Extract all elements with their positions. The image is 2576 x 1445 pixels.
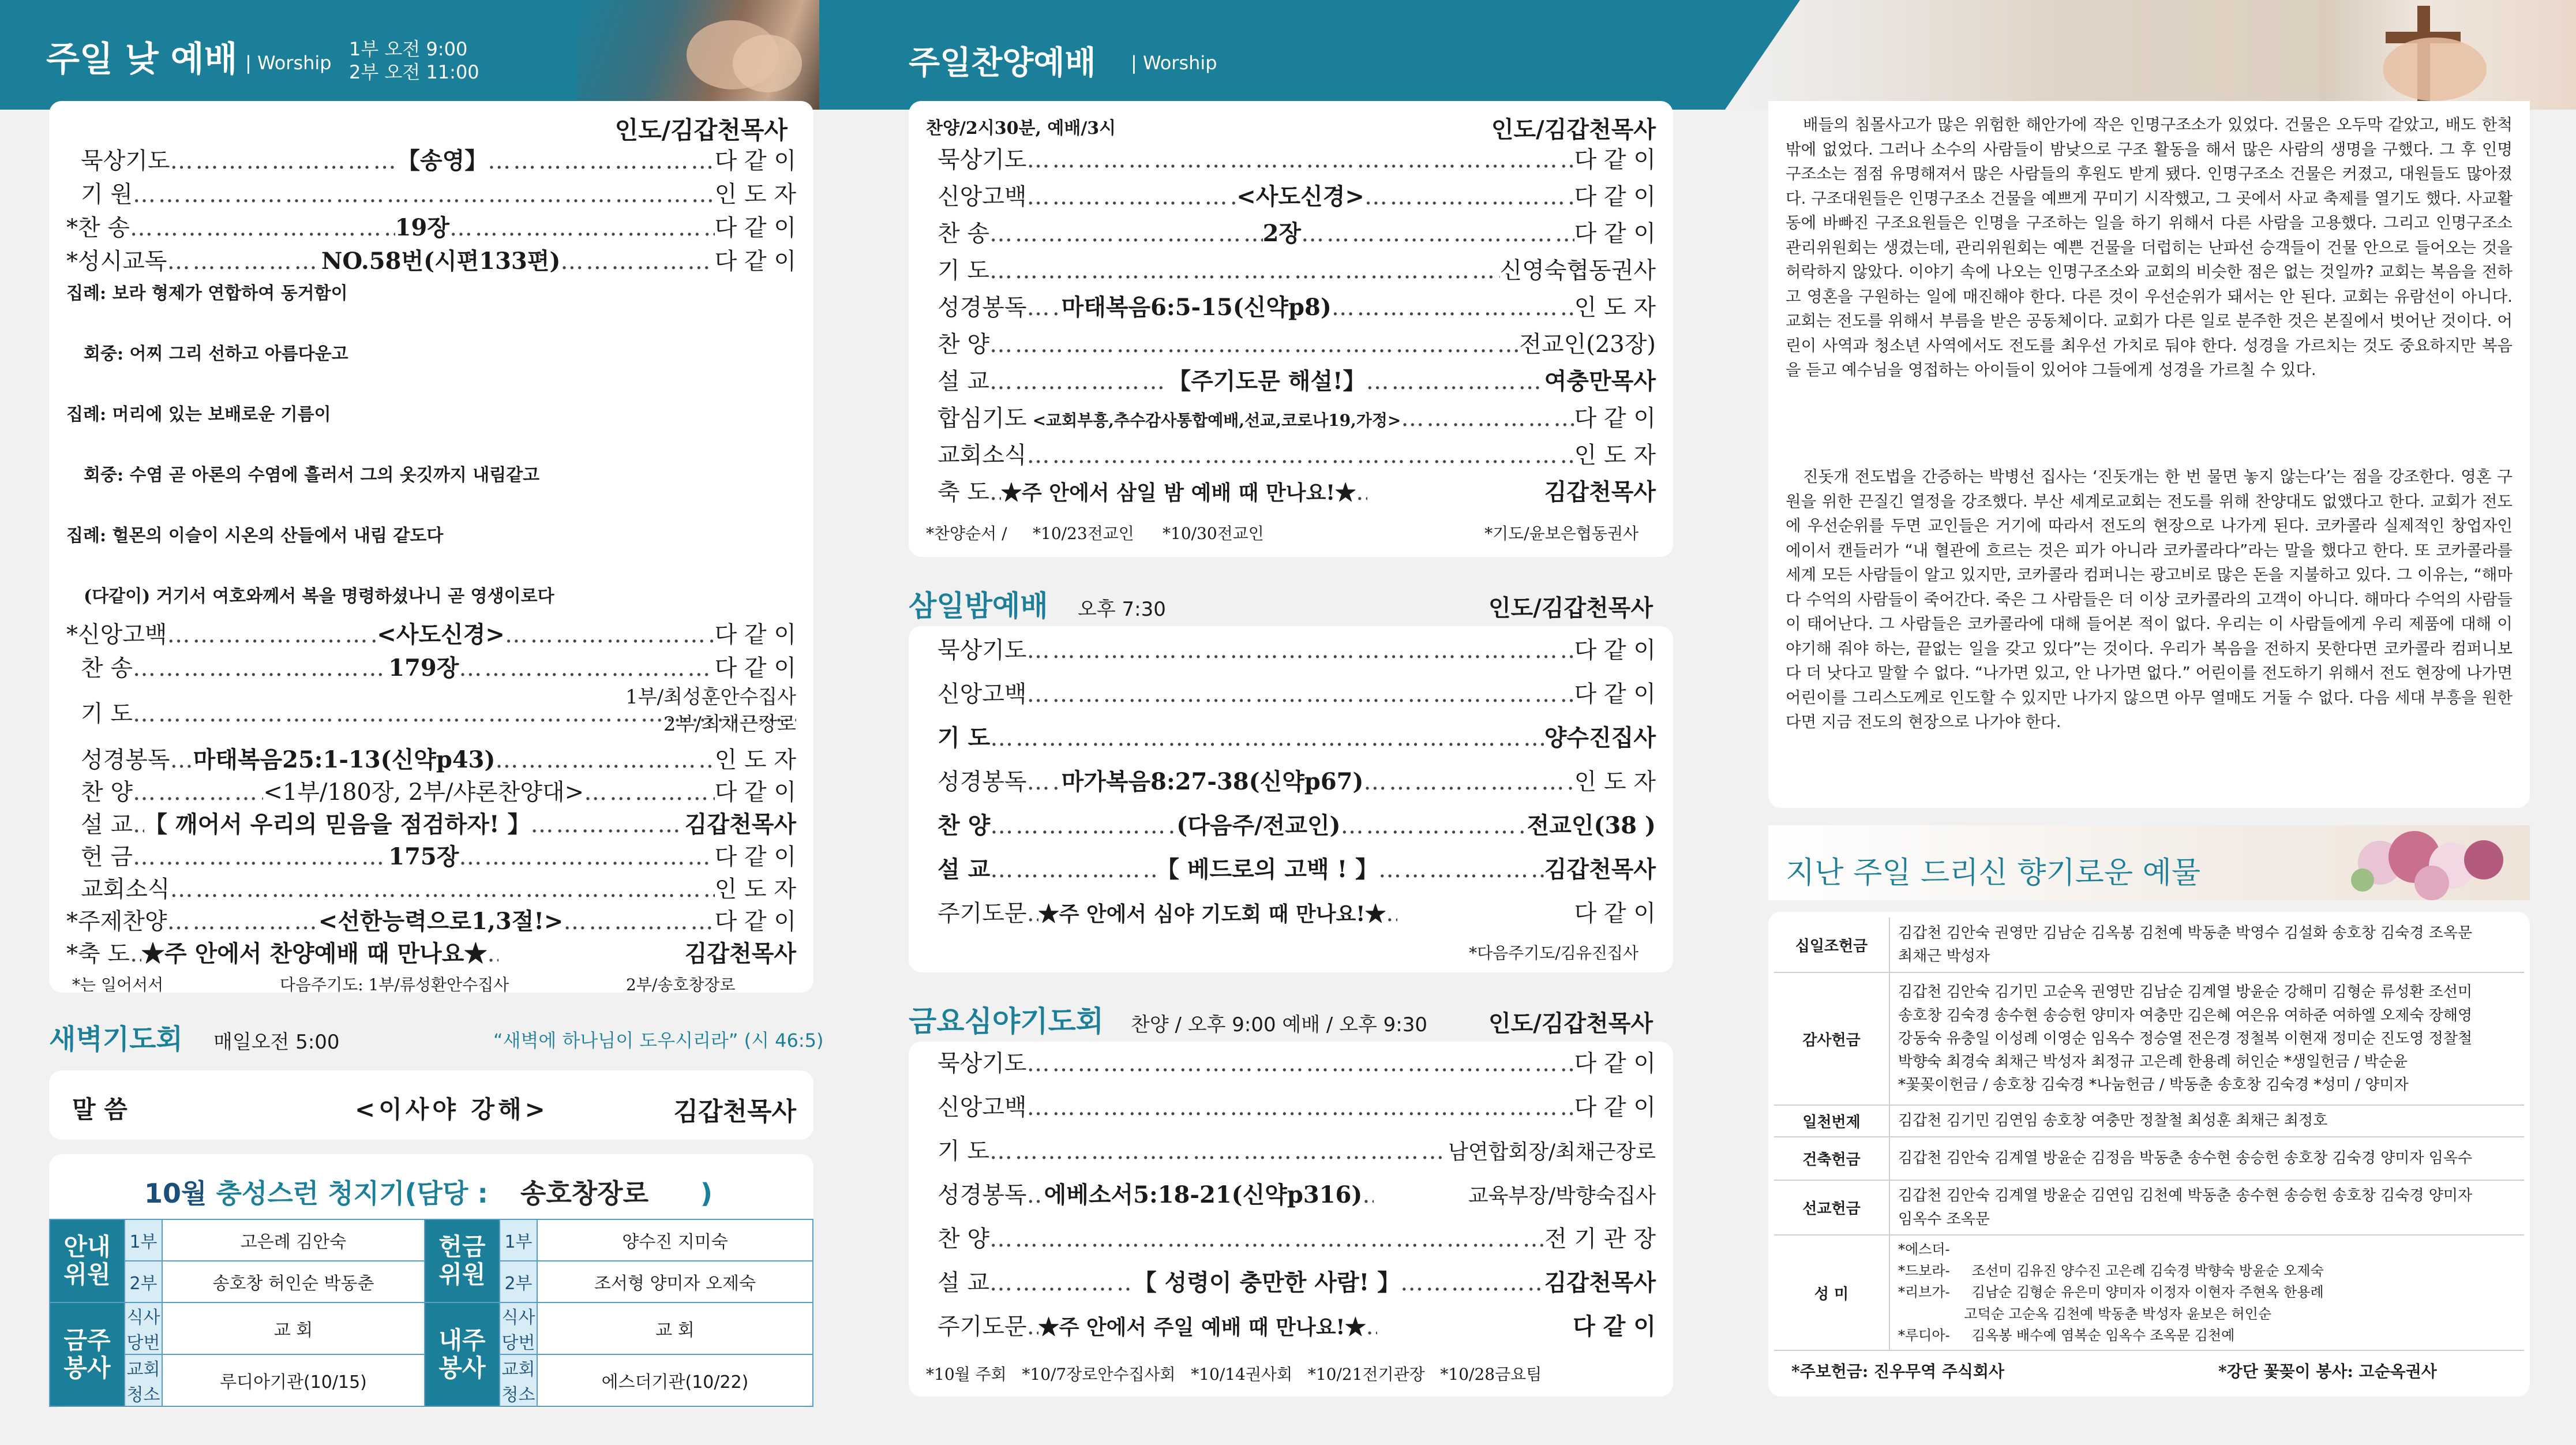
dawn-time: 매일오전 5:00 <box>213 1031 340 1054</box>
sunday-prayer-person-1: 1부/최성훈안수집사 <box>625 686 796 709</box>
offering-names: 김갑천 김안숙 김기민 고순옥 권영만 김남순 김계열 방윤순 강해미 김형순 류성환 조선미 <box>1898 983 2473 1001</box>
praise-item-praise: 찬 양 ………………………………………………………………………………………………………………………………………………………………………………………………………………………………………… 전교인(23장) <box>909 326 1673 363</box>
volunteer-title: 10월 충성스런 청지기(담당 : 송호창장로 ) <box>144 1178 713 1209</box>
sunday-item-hymn: *찬 송 ………………………………………………………………………………………………………………………………………………………………………………………………………………………………………… 19장 ………………………………………………………………………………………………………………………………………………………………………………………………………………………………………… 다 같 이 <box>49 209 813 245</box>
sunday-leader: 인도/김갑천목사 <box>614 116 788 144</box>
volunteer-cell: 교회청소 <box>500 1354 537 1406</box>
friday-item-creed: 신앙고백 ………………………………………………………………………………………………………………………………………………………………………………………………………………………………………… 다 같 이 <box>909 1089 1673 1132</box>
sunday-item-invocation: 기 원 ………………………………………………………………………………………………………………………………………………………………………………………………………………………………………… 인 도 자 <box>49 176 813 212</box>
sunday-item-creed: *신앙고백 ………………………………………………………………………………………………………………………………………………………………………………………………………………………………………… <사도신경> ………………………………………………………………………………………………………………………………………………………………………………………………………………………………………… 다 같 이 <box>49 616 813 650</box>
praying-hands-photo-icon <box>577 0 819 110</box>
offering-category: 성 미 <box>1774 1235 1889 1350</box>
offering-footer-flower: *강단 꽃꽂이 봉사: 고순옥권사 <box>2218 1362 2437 1381</box>
sunday-footer-next-prayer-2: 2부/송호창장로 <box>626 975 736 994</box>
volunteer-cell: 1부 <box>125 1219 162 1261</box>
volunteer-cell: 교 회 <box>162 1302 425 1354</box>
sunday-title: 주일 낮 예배 <box>46 39 238 80</box>
responsive-reading-1: 집례: 보라 형제가 연합하여 동거함이 <box>66 283 348 304</box>
praise-footer-1030: *10/30전교인 <box>1163 524 1264 543</box>
volunteer-cell: 에스더기관(10/22) <box>537 1354 813 1406</box>
offering-names: 최채근 박성자 <box>1898 948 1990 965</box>
wednesday-item-lords-prayer: 주기도문 ………………………………………………………………………………………………………………………………………………………………………………………………………………………………………… ★주 안에서 심야 기도회 때 만나요!★ ………………………………………………………………………………………………………………………………………………………………………………………………………………………………………… 다 같 이 <box>909 895 1673 938</box>
praise-item-group-prayer: 합심기도 <교회부흥,추수감사통합예배,선교,코로나19,가정> ………………………………………………………………………………………………………………………………………………………………………………………………………………………………………… 다 같 이 <box>909 400 1673 437</box>
friday-item-prayer: 묵상기도 ………………………………………………………………………………………………………………………………………………………………………………………………………………………………………… 다 같 이 <box>909 1045 1673 1088</box>
friday-item-reading: 성경봉독 ………………………………………………………………………………………………………………………………………………………………………………………………………………………………………… 에베소서5:18-21(신약p316) ………………………………………………………………………………………………………………………………………………………………………………………………………………………………………… 교육부장/박향숙집사 <box>909 1177 1673 1219</box>
praise-worship-tag: | Worship <box>1131 52 1217 74</box>
praise-footer-order: *찬양순서 / <box>926 524 1007 543</box>
offering-footer-bulletin: *주보헌금: 진우무역 주식회사 <box>1791 1362 2005 1381</box>
wednesday-card <box>909 626 1673 972</box>
offering-table <box>1774 918 2524 1351</box>
praise-item-sermon: 설 교 ………………………………………………………………………………………………………………………………………………………………………………………………………………………………………… 【주기도문 해설!】 ………………………………………………………………………………………………………………………………………………………………………………………………………………………………………… 여충만목사 <box>909 363 1673 400</box>
friday-item-prayer2: 기 도 ………………………………………………………………………………………………………………………………………………………………………………………………………………………………………… 남연합회장/최채근장로 <box>909 1133 1673 1176</box>
offering-committee-label: 헌금 위원 <box>425 1219 500 1302</box>
praise-item-hymn: 찬 송 ………………………………………………………………………………………………………………………………………………………………………………………………………………………………………… 2장 ………………………………………………………………………………………………………………………………………………………………………………………………………………………………………… 다 같 이 <box>909 215 1673 252</box>
responsive-reading-3: 집례: 머리에 있는 보배로운 기름이 <box>66 405 331 425</box>
volunteer-cell: 고은례 김안숙 <box>162 1219 425 1261</box>
dawn-label: 말 씀 <box>72 1095 128 1124</box>
friday-time: 찬양 / 오후 9:00 예배 / 오후 9:30 <box>1131 1013 1428 1036</box>
responsive-reading-4: 회중: 수염 곧 아론의 수염에 흘러서 그의 옷깃까지 내림같고 <box>84 465 540 485</box>
guide-committee-label: 안내 위원 <box>50 1219 125 1302</box>
volunteer-cell: 1부 <box>500 1219 537 1261</box>
offering-category: 일천번제 <box>1774 1105 1889 1137</box>
sunday-item-hymn2: 찬 송 ………………………………………………………………………………………………………………………………………………………………………………………………………………………………………… 179장 ………………………………………………………………………………………………………………………………………………………………………………………………………………………………………… 다 같 이 <box>49 650 813 683</box>
offering-names: 임옥수 조옥문 <box>1898 1210 1990 1228</box>
wednesday-title: 삼일밤예배 <box>909 589 1048 623</box>
offering-category: 십일조헌금 <box>1774 918 1889 972</box>
volunteer-cell: 양수진 지미숙 <box>537 1219 813 1261</box>
volunteer-card <box>49 1154 813 1408</box>
volunteer-cell: 루디아기관(10/15) <box>162 1354 425 1406</box>
dawn-preacher: 김갑천목사 <box>673 1097 796 1126</box>
this-week-service-label: 금주 봉사 <box>50 1302 125 1406</box>
sunday-item-psalm: *성시교독 ………………………………………………………………………………………………………………………………………………………………………………………………………………………………………… NO.58번(시편133편) ………………………………………………………………………………………………………………………………………………………………………………………………………………………………………… 다 같 이 <box>49 243 813 279</box>
sunday-footer-stand: *는 일어서서 <box>72 975 164 994</box>
volunteer-cell: 송호창 허인순 박동춘 <box>162 1261 425 1302</box>
praise-item-creed: 신앙고백 ………………………………………………………………………………………………………………………………………………………………………………………………………………………………………… <사도신경> ………………………………………………………………………………………………………………………………………………………………………………………………………………………………………… 다 같 이 <box>909 178 1673 215</box>
offering-names: *꽃꽂이헌금 / 송호창 김숙경 *나눔헌금 / 박동춘 송호창 김숙경 *성미 / 양미자 <box>1898 1076 2409 1094</box>
praise-item-reading: 성경봉독 ………………………………………………………………………………………………………………………………………………………………………………………………………………………………………… 마태복음6:5-15(신약p8) ………………………………………………………………………………………………………………………………………………………………………………………………………………………………………… 인 도 자 <box>909 289 1673 326</box>
praise-time: 찬양/2시30분, 예배/3시 <box>926 118 1116 138</box>
wednesday-item-creed: 신앙고백 ………………………………………………………………………………………………………………………………………………………………………………………………………………………………………… 다 같 이 <box>909 676 1673 718</box>
wednesday-leader: 인도/김갑천목사 <box>1488 594 1653 622</box>
volunteer-cell: 2부 <box>500 1261 537 1302</box>
sunday-service-card <box>49 101 813 993</box>
friday-item-praise: 찬 양 ………………………………………………………………………………………………………………………………………………………………………………………………………………………………………… 전 기 관 장 <box>909 1221 1673 1263</box>
wednesday-item-prayer2: 기 도 ………………………………………………………………………………………………………………………………………………………………………………………………………………………………………… 양수진집사 <box>909 720 1673 762</box>
sunday-time-1: 1부 오전 9:00 <box>349 38 468 60</box>
wednesday-item-praise: 찬 양 ………………………………………………………………………………………………………………………………………………………………………………………………………………………………………… (다음주/전교인) ………………………………………………………………………………………………………………………………………………………………………………………………………………………………………… 전교인(38 ) <box>909 807 1673 850</box>
page-header <box>0 0 2576 110</box>
flower-bouquet-icon <box>2328 825 2518 900</box>
friday-item-sermon: 설 교 ………………………………………………………………………………………………………………………………………………………………………………………………………………………………………… 【 성령이 충만한 사람! 】 ………………………………………………………………………………………………………………………………………………………………………………………………………………………………………… 김갑천목사 <box>909 1264 1673 1307</box>
praise-item-prayer2: 기 도 ………………………………………………………………………………………………………………………………………………………………………………………………………………………………………… 신영숙협동권사 <box>909 252 1673 289</box>
volunteer-cell: 2부 <box>125 1261 162 1302</box>
volunteer-cell: 식사당번 <box>125 1302 162 1354</box>
sunday-item-theme-song: *주제찬양 ………………………………………………………………………………………………………………………………………………………………………………………………………………………………………… <선한능력으로1,3절!> ………………………………………………………………………………………………………………………………………………………………………………………………………………………………………… 다 같 이 <box>49 903 813 937</box>
offering-names: 김갑천 김기민 김연임 송호창 여충만 정찰철 최성훈 최채근 최정호 <box>1898 1112 2328 1130</box>
sunday-footer-next-prayer: 다음주기도: 1부/류성환안수집사 <box>280 975 509 994</box>
offering-names: 김갑천 김안숙 권영만 김남순 김옥봉 김천예 박동춘 박영수 김설화 송호창 김숙경 조옥문 <box>1898 924 2473 942</box>
responsive-reading-6: (다같이) 거기서 여호와께서 복을 명령하셨나니 곧 영생이로다 <box>84 586 554 607</box>
offering-names: *루디아- 김옥봉 배수예 염복순 임옥수 조옥문 김천예 <box>1898 1327 2235 1343</box>
praise-service-card <box>909 101 1673 557</box>
dawn-card <box>49 1070 813 1140</box>
friday-footer: *10월 주회 *10/7장로안수집사회 *10/14권사회 *10/21전기관장 *10/28금요팀 <box>926 1365 1542 1384</box>
friday-title: 금요심야기도회 <box>909 1005 1104 1038</box>
sunday-item-reading: 성경봉독 ………………………………………………………………………………………………………………………………………………………………………………………………………………………………………… 마태복음25:1-13(신약p43) ………………………………………………………………………………………………………………………………………………………………………………………………………………………………………… 인 도 자 <box>49 742 813 775</box>
offering-names: 송호창 김숙경 송수현 송승헌 양미자 여충만 김은혜 여은유 여하준 여하엘 오제숙 장해영 <box>1898 1006 2473 1024</box>
praise-footer-1023: *10/23전교인 <box>1033 524 1134 543</box>
dawn-motto: “새벽에 하나님이 도우시리라” (시 46:5) <box>493 1030 824 1051</box>
offering-title: 지난 주일 드리신 향기로운 예물 <box>1786 856 2201 890</box>
sunday-item-sermon: 설 교 ………………………………………………………………………………………………………………………………………………………………………………………………………………………………………… 【 깨어서 우리의 믿음을 점검하자! 】 ………………………………………………………………………………………………………………………………………………………………………………………………………………………………………… 김갑천목사 <box>49 806 813 840</box>
wednesday-item-sermon: 설 교 ………………………………………………………………………………………………………………………………………………………………………………………………………………………………………… 【 베드로의 고백 ! 】 ………………………………………………………………………………………………………………………………………………………………………………………………………………………………………… 김갑천목사 <box>909 851 1673 894</box>
essay-paragraph-2: 진돗개 전도법을 간증하는 박병선 집사는 ‘진돗개는 한 번 물면 놓지 않는다’는 점을 강조한다. 영혼 구원을 위한 끈질긴 열정을 강조했다. 부산 세계로교회는 전도를 위해 찬양대도 없앴다고 한다. 교회가 전도에 우선순위를 두면 교인들은 거기에 따라서 전도의 현장으로 나가게 된다. 코카콜라 실제적인 창업자인 에이서 캔들러가 “내 혈관에 흐르는 것은 피가 아니라 코카콜라다”라는 말을 했다고 한다. 또 코카콜라를 세계 모든 사람들이 알고 있지만, 코카콜라 컴퍼니는 광고비로 많은 돈을 지불하고 있다. 그 이유는, “해마다 수억의 사람들이 죽어간다. 죽은 그 사람들은 더 이상 코카콜라의 고객이 아니다. 해마다 수억의 사람들이 태어난다. 그 사람들은 코카콜라에 대해 들어본 적이 없다. 우리는 이 사람들에게 우리 제품에 대해 이야기해 줘야 하는, 끝없는 일을 갖고 있다”는 것이다. 우리가 복음을 전하지 못한다면 코카콜라 컴퍼니보다 더 낫다고 말할 수 없다. “나가면 있고, 안 나가면 없다.” 어린이를 전도하기 위해서 전도 현장에 나가면 어린이를 그리스도께로 인도할 수 있지만 나가지 않으면 아무 열매도 거둘 수 없다. 다음 세대 부흥을 원한다면 지금 전도의 현장으로 나가야 한다. <box>1786 467 2513 731</box>
offering-category: 선교헌금 <box>1774 1180 1889 1235</box>
dawn-title: 새벽기도회 <box>49 1023 183 1055</box>
friday-leader: 인도/김갑천목사 <box>1488 1010 1653 1037</box>
praise-leader: 인도/김갑천목사 <box>1491 116 1656 143</box>
offering-card <box>1768 912 2530 1397</box>
sunday-item-benediction: *축 도 ………………………………………………………………………………………………………………………………………………………………………………………………………………………………………… ★주 안에서 찬양예배 때 만나요★ ………………………………………………………………………………………………………………………………………………………………………………………………………………………………………… 김갑천목사 <box>49 935 813 969</box>
praise-title: 주일찬양예배 <box>909 44 1096 82</box>
praise-item-prayer: 묵상기도 ………………………………………………………………………………………………………………………………………………………………………………………………………………………………………… 다 같 이 <box>909 141 1673 178</box>
header-diagonal <box>1725 0 1800 110</box>
sunday-item-praise: 찬 양 ………………………………………………………………………………………………………………………………………………………………………………………………………………………………………… <1부/180장, 2부/샤론찬양대> ………………………………………………………………………………………………………………………………………………………………………………………………………………………………………… 다 같 이 <box>49 774 813 807</box>
essay-paragraph-1: 배들의 침몰사고가 많은 위험한 해안가에 작은 인명구조소가 있었다. 건물은 오두막 같았고, 배도 한척 밖에 없었다. 그러나 소수의 사람들이 밤낮으로 구조 활동을 해서 많은 사람의 생명을 구했다. 그 후 인명 구조소는 점점 유명해져서 많은 사람들의 후원도 받게 됐다. 인명구조소 건물은 커졌고, 대원들도 많아졌다. 구조대원들은 인명구조소 건물을 예쁘게 꾸미기 시작했고, 그 곳에서 사교 축제를 열기도 했다. 사교활동에 바빠진 구조요원들은 인명을 구조하는 일을 하기 위해서 다른 사람을 고용했다. 그리고 인명구조소 관리위원회는 생겼는데, 관리위원회는 예쁜 건물을 더럽히는 난파선 승객들이 건물 안으로 들어오는 것을 허락하지 않았다. 이야기 속에 나오는 인명구조소와 교회의 비슷한 점은 없는 것일까? 교회는 복음을 전하고 영혼을 구원하는 일에 매진해야 한다. 다른 것이 우선순위가 돼서는 안 된다. 교회는 유람선이 아니다. 교회는 전도를 위해서 부름을 받은 공동체이다. 교회가 다른 일로 분주한 것은 본질에서 벗어난 것이다. 어린이 사역과 청소년 사역에서도 전도를 최우선 가치로 둬야 한다. 성경을 가르치는 것도 중요하지만 복음을 듣고 예수님을 영접하는 아이들이 있어야 그들에게 성경을 가르칠 수 있다. <box>1786 115 2513 379</box>
offering-category: 건축헌금 <box>1774 1137 1889 1180</box>
offering-header <box>1768 825 2530 900</box>
wednesday-item-prayer: 묵상기도 ………………………………………………………………………………………………………………………………………………………………………………………………………………………………………… 다 같 이 <box>909 632 1673 675</box>
dawn-sermon: <이사야 강해> <box>355 1095 549 1124</box>
volunteer-cell: 교회청소 <box>125 1354 162 1406</box>
offering-names: *에스더- <box>1898 1241 1950 1258</box>
sunday-worship-tag: | Worship <box>245 52 332 74</box>
offering-category: 감사헌금 <box>1774 972 1889 1105</box>
offering-names: 김갑천 김안숙 김계열 방윤순 김연임 김천예 박동춘 송수현 송승헌 송호창 김숙경 양미자 <box>1898 1187 2473 1205</box>
cross-hands-photo-icon <box>2319 0 2576 110</box>
friday-card <box>909 1042 1673 1397</box>
wednesday-footer: *다음주기도/김유진집사 <box>1469 944 1638 963</box>
offering-names: 박향숙 최경숙 최채근 박성자 최정규 고은례 한용례 허인순 *생일헌금 / 박순윤 <box>1898 1053 2408 1071</box>
volunteer-cell: 식사당번 <box>500 1302 537 1354</box>
volunteer-cell: 조서형 양미자 오제숙 <box>537 1261 813 1302</box>
offering-names: 고덕순 고순옥 김천예 박동춘 박성자 윤보은 허인순 <box>1898 1305 2272 1322</box>
sunday-item-offering: 헌 금 ………………………………………………………………………………………………………………………………………………………………………………………………………………………………………… 175장 ………………………………………………………………………………………………………………………………………………………………………………………………………………………………………… 다 같 이 <box>49 838 813 872</box>
wednesday-item-reading: 성경봉독 ………………………………………………………………………………………………………………………………………………………………………………………………………………………………………… 마가복음8:27-38(신약p67) ………………………………………………………………………………………………………………………………………………………………………………………………………………………………………… 인 도 자 <box>909 763 1673 806</box>
next-week-service-label: 내주 봉사 <box>425 1302 500 1406</box>
sunday-prayer-person-2: 2부/최채근장로 <box>663 713 796 736</box>
sunday-time-2: 2부 오전 11:00 <box>349 61 479 83</box>
friday-item-lords-prayer: 주기도문 ………………………………………………………………………………………………………………………………………………………………………………………………………………………………………… ★주 안에서 주일 예배 때 만나요!★ ………………………………………………………………………………………………………………………………………………………………………………………………………………………………………… 다 같 이 <box>909 1308 1673 1351</box>
volunteer-table <box>49 1219 813 1407</box>
wednesday-time: 오후 7:30 <box>1078 598 1166 621</box>
responsive-reading-2: 회중: 어찌 그리 선하고 아름다운고 <box>84 344 348 364</box>
offering-names: 강동숙 유충일 이성례 이영순 임옥수 정승열 전은경 정철복 이현재 정미순 진도영 정찰철 <box>1898 1030 2473 1047</box>
praise-item-benediction: 축 도 ………………………………………………………………………………………………………………………………………………………………………………………………………………………………………… ★주 안에서 삼일 밤 예배 때 만나요!★ ………………………………………………………………………………………………………………………………………………………………………………………………………………………………………… 김갑천목사 <box>909 474 1673 511</box>
sunday-item-prayer: 묵상기도 ………………………………………………………………………………………………………………………………………………………………………………………………………………………………………… 【송영】 ………………………………………………………………………………………………………………………………………………………………………………………………………………………………………… 다 같 이 <box>49 143 813 178</box>
volunteer-cell: 교 회 <box>537 1302 813 1354</box>
offering-names: *리브가- 김남순 김형순 유은미 양미자 이정자 이현자 주현옥 한용례 <box>1898 1284 2324 1301</box>
sunday-item-news: 교회소식 ………………………………………………………………………………………………………………………………………………………………………………………………………………………………………… 인 도 자 <box>49 871 813 904</box>
offering-names: 김갑천 김안숙 김계열 방윤순 김정음 박동춘 송수현 송승헌 송호창 김숙경 양미자 임옥수 <box>1898 1150 2473 1167</box>
essay-card <box>1768 101 2530 808</box>
sunday-item-prayer2: 기 도 ………………………………………………………………………………………………………………………………………………………………………………………………………………………………………… <box>49 695 813 729</box>
praise-footer-prayer: *기도/윤보은협동권사 <box>1484 524 1638 543</box>
praise-item-news: 교회소식 ………………………………………………………………………………………………………………………………………………………………………………………………………………………………………… 인 도 자 <box>909 437 1673 474</box>
responsive-reading-5: 집례: 헐몬의 이슬이 시온의 산들에서 내림 같도다 <box>66 526 444 546</box>
offering-names: *드보라- 조선미 김유진 양수진 고은례 김숙경 박향숙 방윤순 오제숙 <box>1898 1263 2324 1279</box>
